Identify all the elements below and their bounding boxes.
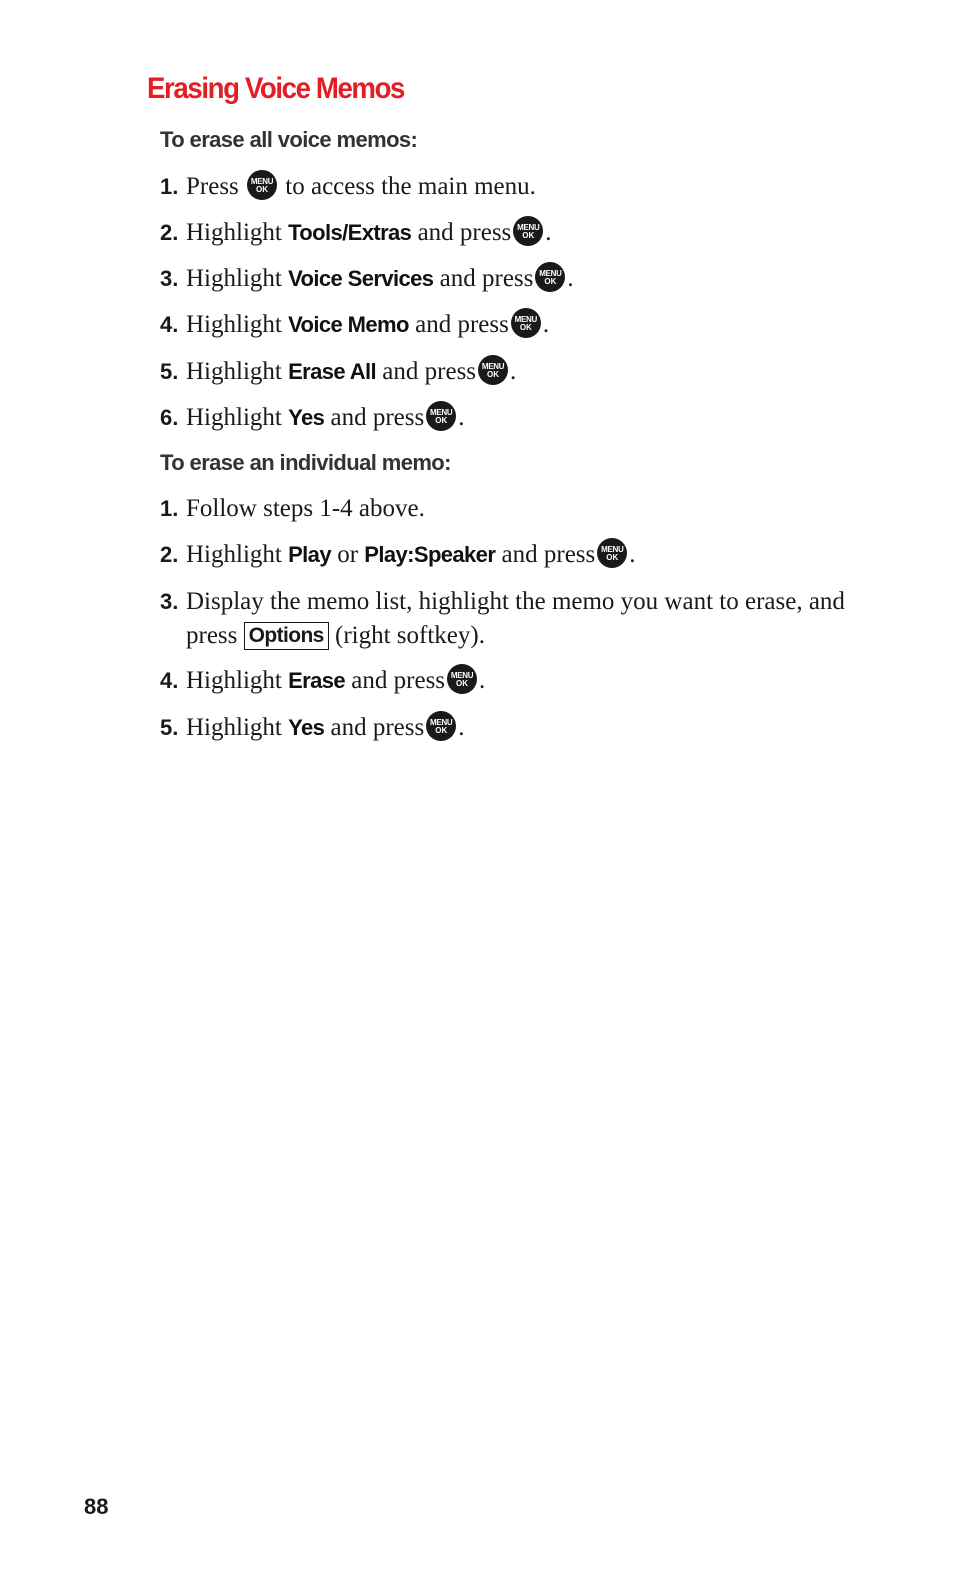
step-erase-one-3: 3. Display the memo list, highlight the memo you want to erase, and press Options (right softkey). bbox=[160, 585, 860, 653]
menu-ok-key-icon: MENU OK bbox=[535, 262, 565, 292]
menu-item-erase: Erase bbox=[288, 668, 346, 693]
step-number: 4. bbox=[160, 312, 179, 337]
step-erase-one-4: 4. Highlight Erase and press MENU OK . bbox=[160, 664, 860, 698]
menu-item-yes: Yes bbox=[288, 715, 325, 740]
step-erase-one-5: 5. Highlight Yes and press MENU OK . bbox=[160, 711, 860, 745]
step-number: 6. bbox=[160, 405, 179, 430]
step-number: 1. bbox=[160, 174, 179, 199]
menu-item-voice-services: Voice Services bbox=[288, 266, 434, 291]
menu-item-play: Play bbox=[288, 542, 331, 567]
step-number: 2. bbox=[160, 220, 179, 245]
step-erase-all-5: 5. Highlight Erase All and press MENU OK . bbox=[160, 355, 860, 389]
step-number: 1. bbox=[160, 496, 179, 521]
menu-item-erase-all: Erase All bbox=[288, 359, 377, 384]
step-erase-one-1: 1. Follow steps 1-4 above. bbox=[160, 492, 860, 526]
step-number: 4. bbox=[160, 668, 179, 693]
menu-ok-key-icon: MENU OK bbox=[247, 170, 277, 200]
menu-ok-key-icon: MENU OK bbox=[426, 711, 456, 741]
step-erase-all-1: 1. Press MENU OK to access the main menu. bbox=[160, 170, 860, 204]
step-number: 5. bbox=[160, 715, 179, 740]
menu-item-tools-extras: Tools/Extras bbox=[288, 220, 412, 245]
menu-ok-key-icon: MENU OK bbox=[447, 664, 477, 694]
menu-ok-key-icon: MENU OK bbox=[511, 308, 541, 338]
step-number: 3. bbox=[160, 589, 179, 614]
menu-ok-key-icon: MENU OK bbox=[513, 216, 543, 246]
menu-item-voice-memo: Voice Memo bbox=[288, 312, 409, 337]
step-erase-all-6: 6. Highlight Yes and press MENU OK . bbox=[160, 401, 860, 435]
step-number: 5. bbox=[160, 359, 179, 384]
step-number: 2. bbox=[160, 542, 179, 567]
menu-ok-key-icon: MENU OK bbox=[426, 401, 456, 431]
menu-item-yes: Yes bbox=[288, 405, 325, 430]
menu-ok-key-icon: MENU OK bbox=[478, 355, 508, 385]
section-heading-erase-individual: To erase an individual memo: bbox=[160, 450, 451, 475]
page-title: Erasing Voice Memos bbox=[147, 72, 405, 105]
menu-item-play-speaker: Play:Speaker bbox=[364, 542, 496, 567]
step-erase-all-4: 4. Highlight Voice Memo and press MENU OK . bbox=[160, 308, 860, 342]
step-erase-all-3: 3. Highlight Voice Services and press MENU OK . bbox=[160, 262, 860, 296]
step-erase-one-2: 2. Highlight Play or Play:Speaker and press MENU OK . bbox=[160, 538, 860, 572]
page-number: 88 bbox=[84, 1494, 109, 1519]
section-heading-erase-all: To erase all voice memos: bbox=[160, 127, 418, 152]
step-erase-all-2: 2. Highlight Tools/Extras and press MENU OK . bbox=[160, 216, 860, 250]
menu-ok-key-icon: MENU OK bbox=[597, 538, 627, 568]
step-number: 3. bbox=[160, 266, 179, 291]
options-softkey-label: Options bbox=[244, 622, 329, 650]
